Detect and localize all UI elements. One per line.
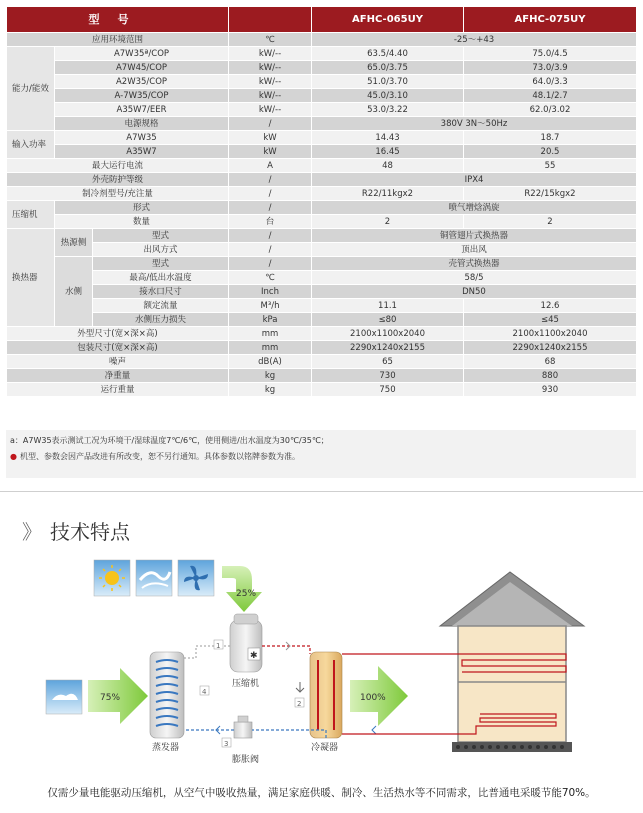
table-row <box>7 89 637 103</box>
row-unit: / <box>229 173 312 187</box>
row-value-both: 喷气增焓涡旋 <box>312 201 637 215</box>
row-value-col2: 73.0/3.9 <box>464 61 637 75</box>
table-row <box>7 383 637 397</box>
row-parameter: 出风方式 <box>93 243 229 257</box>
row-value-both: DN50 <box>312 285 637 299</box>
row-unit: kPa <box>229 313 312 327</box>
energy-100-arrow <box>350 666 408 726</box>
row-value-col2: 48.1/2.7 <box>464 89 637 103</box>
table-row <box>7 313 637 327</box>
table-row <box>7 257 637 271</box>
row-value-col2: 930 <box>464 383 637 397</box>
row-value-col1: 16.45 <box>312 145 464 159</box>
row-parameter: 最大运行电流 <box>7 159 229 173</box>
row-value-col1: 2 <box>312 215 464 229</box>
row-value-col1: 2290x1240x2155 <box>312 341 464 355</box>
table-row <box>7 187 637 201</box>
spec-table-section <box>6 6 636 397</box>
row-value-col2: 64.0/3.3 <box>464 75 637 89</box>
row-unit: dB(A) <box>229 355 312 369</box>
row-parameter: A2W35/COP <box>55 75 229 89</box>
row-parameter: A35W7/EER <box>55 103 229 117</box>
expansion-valve-label: 膨胀阀 <box>232 755 260 765</box>
row-category: 压缩机 <box>7 201 55 229</box>
row-unit: ℃ <box>229 33 312 47</box>
row-value-col2: 75.0/4.5 <box>464 47 637 61</box>
sun-icon <box>94 560 130 596</box>
row-value-both: 380V 3N～50Hz <box>312 117 637 131</box>
row-value-col1: 45.0/3.10 <box>312 89 464 103</box>
row-unit: kW/-- <box>229 89 312 103</box>
row-value-col2: 55 <box>464 159 637 173</box>
row-value-col1: 53.0/3.22 <box>312 103 464 117</box>
row-value-col2: 880 <box>464 369 637 383</box>
table-row <box>7 201 637 215</box>
row-parameter: 水侧压力损失 <box>93 313 229 327</box>
evaporator-tank <box>150 652 184 738</box>
step-1: 1 <box>216 642 221 650</box>
row-parameter: A7W35 <box>55 131 229 145</box>
row-value-col2: 20.5 <box>464 145 637 159</box>
header-model: 型号 <box>7 7 229 33</box>
note-a: a：A7W35表示测试工况为环境干/湿球温度7℃/6℃，使用侧进/出水温度为30℃/35℃； <box>10 436 329 445</box>
table-row <box>7 229 637 243</box>
compressor-label: 压缩机 <box>232 679 260 689</box>
table-row <box>7 285 637 299</box>
energy-25-arrow <box>222 566 262 612</box>
row-parameter: 型式 <box>93 257 229 271</box>
row-unit: / <box>229 229 312 243</box>
row-unit: kW/-- <box>229 61 312 75</box>
row-unit: ℃ <box>229 271 312 285</box>
row-unit: kW/-- <box>229 75 312 89</box>
step-2: 2 <box>297 700 302 708</box>
energy-75-arrow <box>88 668 148 724</box>
row-parameter: 数量 <box>55 215 229 229</box>
row-value-col1: 65 <box>312 355 464 369</box>
row-unit: mm <box>229 341 312 355</box>
row-value-both: 铜管翅片式换热器 <box>312 229 637 243</box>
row-value-col2: 2 <box>464 215 637 229</box>
table-row <box>7 173 637 187</box>
row-parameter: 制冷剂型号/充注量 <box>7 187 229 201</box>
table-row <box>7 369 637 383</box>
wind-icon <box>136 560 172 596</box>
features-title: 技术特点 <box>50 520 130 544</box>
row-value-col1: 51.0/3.70 <box>312 75 464 89</box>
row-unit: kW/-- <box>229 47 312 61</box>
table-row <box>7 47 637 61</box>
row-parameter: 运行重量 <box>7 383 229 397</box>
row-unit: 台 <box>229 215 312 229</box>
row-value-col1: 14.43 <box>312 131 464 145</box>
row-unit: kW/-- <box>229 103 312 117</box>
row-value-col1: 48 <box>312 159 464 173</box>
row-unit: kW <box>229 131 312 145</box>
row-value-col1: 63.5/4.40 <box>312 47 464 61</box>
row-parameter: 净重量 <box>7 369 229 383</box>
table-row <box>7 145 637 159</box>
table-header-row <box>7 7 637 33</box>
row-unit: kg <box>229 369 312 383</box>
row-value-both: IPX4 <box>312 173 637 187</box>
row-parameter: A7W35ª/COP <box>55 47 229 61</box>
table-row <box>7 61 637 75</box>
row-subcategory: 热源侧 <box>55 229 93 257</box>
heat-pump-diagram <box>0 550 643 782</box>
row-parameter: A35W7 <box>55 145 229 159</box>
row-unit: / <box>229 243 312 257</box>
table-row <box>7 75 637 89</box>
row-parameter: 外壳防护等级 <box>7 173 229 187</box>
table-row <box>7 215 637 229</box>
note-b-line <box>10 451 300 462</box>
row-value-col1: 65.0/3.75 <box>312 61 464 75</box>
table-row <box>7 159 637 173</box>
air-icon <box>46 680 82 714</box>
row-value-col1: R22/11kgx2 <box>312 187 464 201</box>
step-4: 4 <box>202 688 207 696</box>
row-value-both: 顶出风 <box>312 243 637 257</box>
row-value-col1: 750 <box>312 383 464 397</box>
table-row <box>7 117 637 131</box>
table-row <box>7 355 637 369</box>
bullet-icon: ● <box>10 452 17 461</box>
row-value-col2: R22/15kgx2 <box>464 187 637 201</box>
condenser-tank <box>310 652 342 738</box>
row-value-both: -25～+43 <box>312 33 637 47</box>
table-row <box>7 243 637 257</box>
features-heading <box>22 516 130 545</box>
row-parameter: 最高/低出水温度 <box>93 271 229 285</box>
row-unit: Inch <box>229 285 312 299</box>
table-row <box>7 131 637 145</box>
row-unit: / <box>229 201 312 215</box>
row-parameter: 包装尺寸(宽×深×高) <box>7 341 229 355</box>
row-parameter: 型式 <box>93 229 229 243</box>
spec-table <box>6 6 637 397</box>
row-category: 输入功率 <box>7 131 55 159</box>
diagram-caption: 仅需少量电能驱动压缩机，从空气中吸收热量，满足家庭供暖、制冷、生活热水等不同需求，比普通电采暖节能70%。 <box>47 787 596 799</box>
row-value-col1: ≤80 <box>312 313 464 327</box>
row-parameter: 电源规格 <box>55 117 229 131</box>
pct-100: 100% <box>360 693 386 703</box>
row-value-both: 58/5 <box>312 271 637 285</box>
table-row <box>7 33 637 47</box>
row-parameter: 应用环境范围 <box>7 33 229 47</box>
row-category: 能力/能效 <box>7 47 55 131</box>
expansion-valve <box>234 716 252 738</box>
row-value-col2: 68 <box>464 355 637 369</box>
row-unit: mm <box>229 327 312 341</box>
step-3: 3 <box>224 740 229 748</box>
snowflake-icon: ✱ <box>250 651 258 661</box>
row-parameter: 接水口尺寸 <box>93 285 229 299</box>
row-value-col2: 62.0/3.02 <box>464 103 637 117</box>
row-parameter: A-7W35/COP <box>55 89 229 103</box>
table-row <box>7 299 637 313</box>
header-unit <box>229 7 312 33</box>
double-chevron-icon: 》 <box>22 520 42 544</box>
note-b: 机型、参数会因产品改进有所改变，恕不另行通知。具体参数以铭牌参数为准。 <box>19 452 300 461</box>
row-value-both: 壳管式换热器 <box>312 257 637 271</box>
section-divider <box>0 491 643 492</box>
table-row <box>7 271 637 285</box>
row-category: 换热器 <box>7 229 55 327</box>
row-unit: M³/h <box>229 299 312 313</box>
row-value-col2: 2100x1100x2040 <box>464 327 637 341</box>
row-value-col1: 2100x1100x2040 <box>312 327 464 341</box>
table-row <box>7 327 637 341</box>
row-value-col1: 730 <box>312 369 464 383</box>
row-unit: A <box>229 159 312 173</box>
row-unit: / <box>229 257 312 271</box>
compressor <box>230 614 262 672</box>
row-subcategory: 水侧 <box>55 257 93 327</box>
row-parameter: 外型尺寸(宽×深×高) <box>7 327 229 341</box>
refrigerant-flow <box>184 642 376 738</box>
table-row <box>7 341 637 355</box>
condenser-label: 冷凝器 <box>311 743 339 753</box>
table-row <box>7 103 637 117</box>
row-unit: kW <box>229 145 312 159</box>
row-value-col2: 12.6 <box>464 299 637 313</box>
row-value-col2: ≤45 <box>464 313 637 327</box>
row-value-col2: 18.7 <box>464 131 637 145</box>
pct-75: 75% <box>100 693 121 703</box>
row-unit: kg <box>229 383 312 397</box>
row-value-col2: 2290x1240x2155 <box>464 341 637 355</box>
row-parameter: 额定流量 <box>93 299 229 313</box>
row-unit: / <box>229 117 312 131</box>
pct-25: 25% <box>236 589 257 599</box>
notes-box <box>6 430 636 478</box>
fan-icon <box>178 560 214 596</box>
row-unit: / <box>229 187 312 201</box>
row-value-col1: 11.1 <box>312 299 464 313</box>
header-col2: AFHC-075UY <box>464 7 637 33</box>
row-parameter: A7W45/COP <box>55 61 229 75</box>
row-parameter: 噪声 <box>7 355 229 369</box>
evaporator-label: 蒸发器 <box>152 743 180 753</box>
header-col1: AFHC-065UY <box>312 7 464 33</box>
row-parameter: 形式 <box>55 201 229 215</box>
